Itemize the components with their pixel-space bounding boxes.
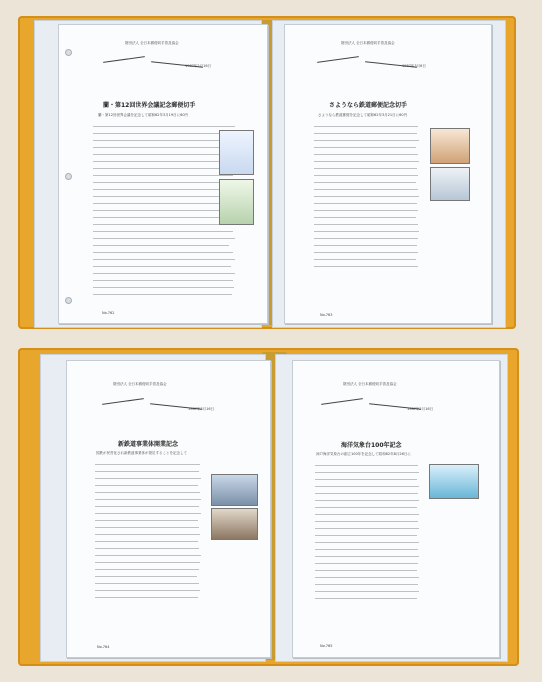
- album-bottom-left-subtitle: 国鉄が民営化され新鉄道事業体が発足することを記念して: [96, 451, 187, 455]
- album-bottom-left-title: 新鉄道事業体開業記念: [118, 441, 179, 448]
- album-bottom-left-date: 1987年3月16日: [188, 407, 215, 411]
- album-top-right-subtitle: さようなら鉄道郵便を記念して昭和62年3月21日に60円: [318, 113, 408, 117]
- album-bottom-right-sheet: [292, 360, 500, 658]
- album-top-left-date: 1987年2月16日: [185, 64, 212, 68]
- album-bottom-left-sheet: [66, 360, 271, 658]
- album-top-left-sheet: [58, 24, 268, 324]
- orchid-stamp: [219, 179, 254, 225]
- album-top-left-subtitle: 蘭・第12回世界会議を記念して昭和62年3月19日に60円: [98, 113, 189, 117]
- album-bottom-right-title: 海洋気象台100年記念: [341, 442, 402, 449]
- album-bottom-right-page: No.765: [320, 644, 333, 648]
- railway-stamp: [430, 128, 470, 164]
- album-top-right-header: 財団法人 全日本郵便切手普及協会: [341, 41, 395, 45]
- album-bottom-left-header: 財団法人 全日本郵便切手普及協会: [113, 382, 167, 386]
- album-top-right-page: No.763: [320, 313, 333, 317]
- ocean-stamp: [429, 464, 479, 499]
- punch-hole: [65, 173, 72, 180]
- album-bottom-right-date: 1987年2月16日: [407, 407, 434, 411]
- logo-stroke: [317, 56, 359, 63]
- album-top-right-title: さようなら鉄道郵便記念切手: [329, 102, 408, 109]
- logo-stroke: [102, 398, 144, 405]
- logo-stroke: [103, 56, 145, 63]
- album-top-left-header: 財団法人 全日本郵便切手普及協会: [125, 41, 179, 45]
- album-top-left-page: No.762: [102, 311, 115, 315]
- album-bottom-right-subtitle: 神戸海洋気象台の創立100年を記念して昭和62年8月26日に: [316, 452, 411, 456]
- album-top-left-title: 蘭・第12回世界会議記念郵便切手: [103, 102, 196, 109]
- orchid-stamp: [219, 130, 254, 175]
- logo-stroke: [321, 398, 363, 405]
- album-bottom-right-header: 財団法人 全日本郵便切手普及協会: [343, 382, 397, 386]
- train-stamp: [211, 474, 258, 506]
- train-stamp: [211, 508, 258, 540]
- album-bottom-left-page: No.764: [97, 645, 110, 649]
- railway-stamp: [430, 167, 470, 201]
- punch-hole: [65, 297, 72, 304]
- album-top-right-sheet: [284, 24, 492, 324]
- album-top-right-date: 1987年3月6日: [402, 64, 426, 68]
- punch-hole: [65, 49, 72, 56]
